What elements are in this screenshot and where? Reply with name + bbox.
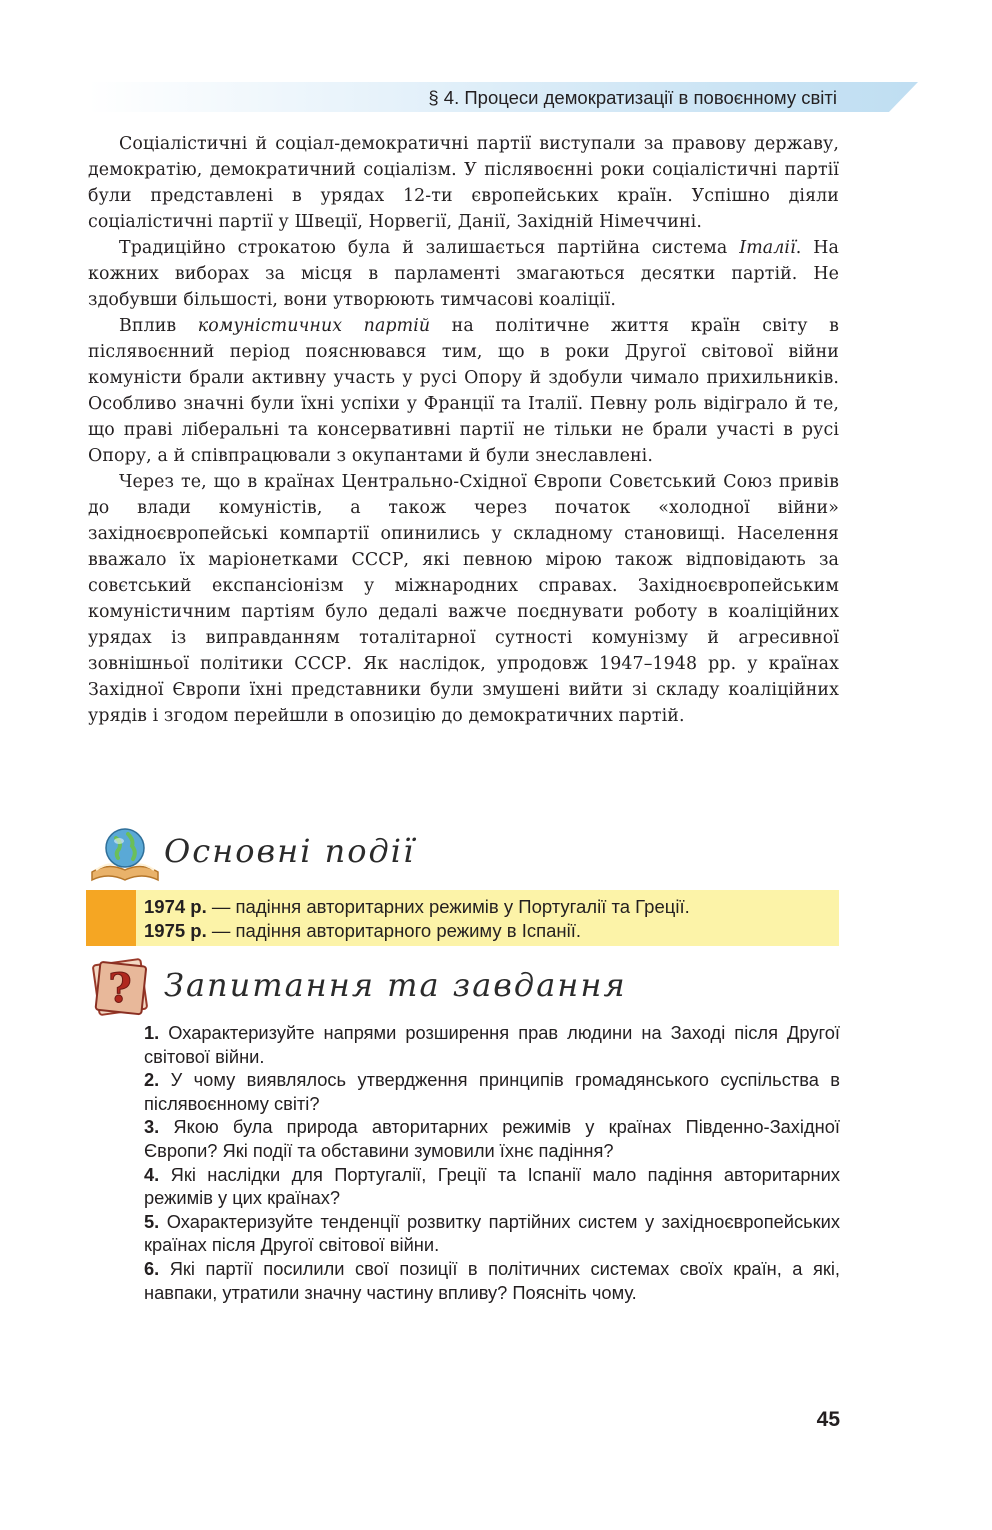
paragraph-communists: Вплив комуністичних партій на політичне життя країн світу в післявоєнний період пояснювався тим, що в роки Другої світової війни комуністи брали активну участь у русі Опору й здобули чимало прихильників. Особливо значні були їхні успіхи у Франції та Італії. Певну роль відіграло й те, що праві ліберальні та консервативні партії не тільки не брали участі в русі Опору, а й співпрацювали з окупантами й були знеславлені. — [88, 316, 840, 466]
paragraph-italy: Традиційно строкатою була й залишається партійна система Італії. На кожних виборах за місця в парламенті змагаються десятки партій. Не здобувши більшості, вони утворюють тимчасові коаліції. — [88, 238, 839, 310]
events-heading: Основні події — [164, 832, 416, 870]
questions-list — [144, 1021, 840, 1304]
svg-text:?: ? — [108, 965, 132, 1012]
question-item: 4. Які наслідки для Португалії, Греції та Іспанії мало падіння авторитарних режимів у цих країнах? — [144, 1163, 840, 1209]
emphasis-italy: Італії — [739, 238, 796, 258]
question-item: 6. Які партії посилили свої позиції в політичних системах своїх країн, а які, навпаки, утратили значну частину впливу? Поясніть чому. — [144, 1257, 840, 1303]
page-number: 45 — [816, 1408, 840, 1431]
question-item: 3. Якою була природа авторитарних режимів у країнах Південно-Західної Європи? Які події та обставини зумовили їхнє падіння? — [144, 1116, 840, 1161]
event-year: 1974 р. — [144, 896, 207, 917]
event-text: — падіння авторитарного режиму в Іспанії. — [206, 920, 582, 941]
section-header-title: § 4. Процеси демократизації в повоєнному світі — [428, 87, 837, 108]
events-list — [144, 895, 690, 943]
event-text: — падіння авторитарних режимів у Португалії та Греції. — [206, 896, 690, 917]
body-text — [88, 131, 839, 729]
event-item — [144, 919, 690, 943]
paragraph-socialists: Соціалістичні й соціал-демократичні партії виступали за правову державу, демократію, демократичний соціалізм. У післявоєнні роки соціалістичні партії були представлені в урядах 12-ти європейських країн. Успішно діяли соціалістичні партії у Швеції, Норвегії, Данії, Західній Німеччині. — [88, 134, 839, 232]
question-item: 5. Охарактеризуйте тенденції розвитку партійних систем у західноєвропейських країнах після Другої світової війни. — [144, 1210, 840, 1256]
question-mark-icon — [88, 956, 152, 1018]
questions-heading: Запитання та завдання — [164, 966, 627, 1004]
events-accent-bar — [86, 890, 136, 946]
emphasis-communist-parties: комуністичних партій — [197, 316, 431, 336]
event-year: 1975 р. — [144, 920, 207, 941]
event-item — [144, 895, 690, 919]
question-item: 1. Охарактеризуйте напрями розширення прав людини на Заході після Другої світової війни. — [144, 1022, 840, 1067]
question-item: 2. У чому виявлялось утвердження принципів громадянського суспільства в післявоєнному світі? — [144, 1069, 840, 1114]
globe-book-icon — [88, 826, 162, 884]
paragraph-cold-war: Через те, що в країнах Центрально-Східної Європи Совєтський Союз привів до влади комуністів, а також через початок «холодної війни» західноєвропейські компартії опинились у складному становищі. Населення вважало їх маріонетками СССР, які певною мірою також відповідають за совєтський експансіонізм у міжнародних справах. Західноєвропейським комуністичним партіям було дедалі важче поєднувати роботу в коаліційних урядах із виправданням тоталітарної сутності комунізму й агресивної зовнішньої політики СССР. Як наслідок, упродовж 1947–1948 рр. у країнах Західної Європи їхні представники були змушені вийти зі складу коаліційних урядів і згодом перейшли в опозицію до демократичних партій. — [88, 472, 839, 726]
